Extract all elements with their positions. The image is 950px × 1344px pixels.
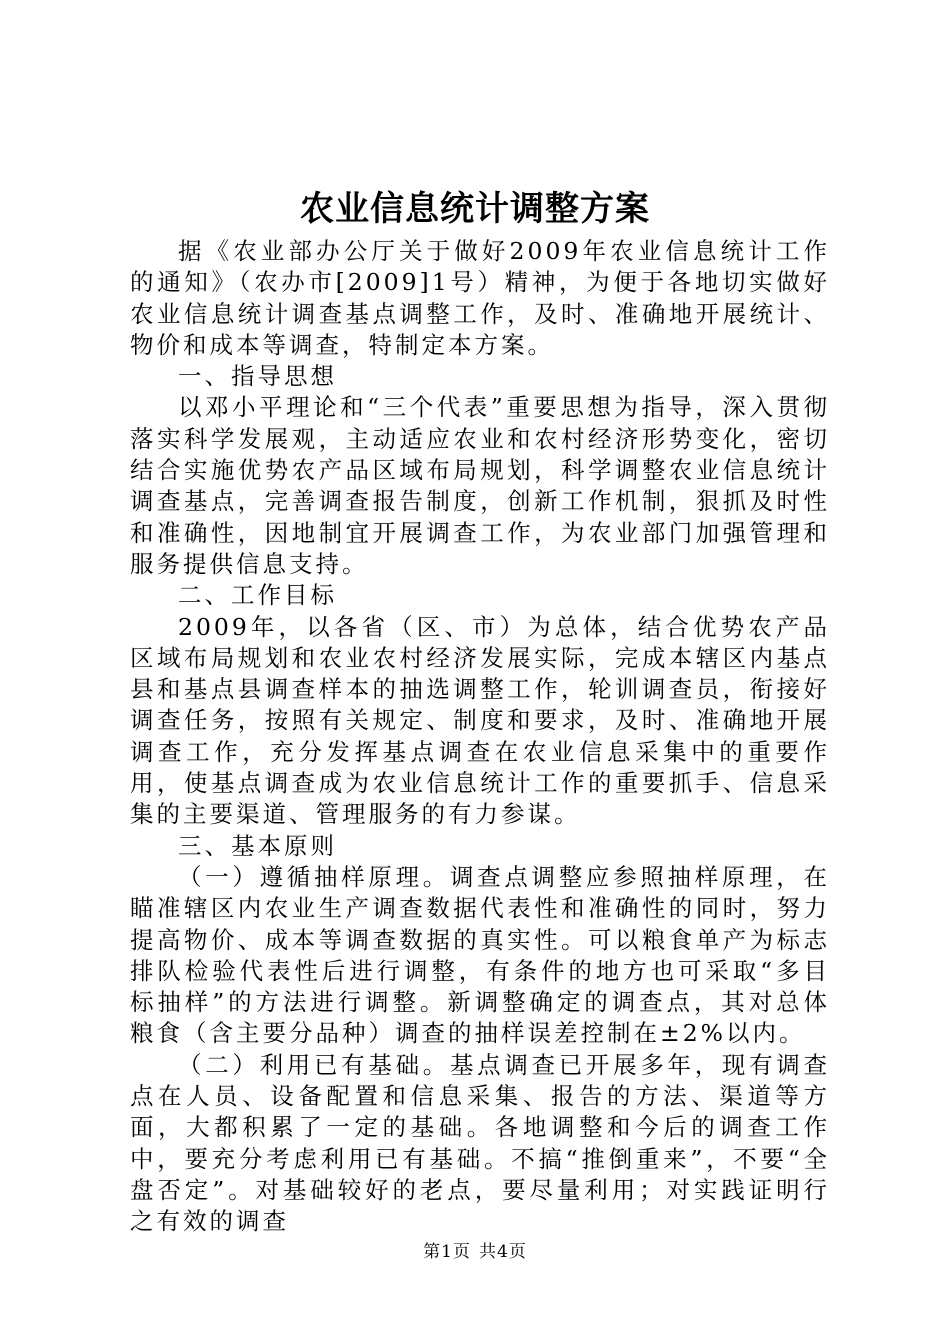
intro-paragraph: 据《农业部办公厅关于做好2009年农业信息统计工作的通知》（农办市[2009]1号）精神，为便于各地切实做好农业信息统计调查基点调整工作，及时、准确地开展统计、物价和成本等调查，特制定本方案。 — [130, 237, 830, 359]
section-heading-basic-principles: 三、基本原则 — [178, 831, 337, 860]
document-title: 农业信息统计调整方案 — [300, 189, 650, 229]
page-footer — [0, 1240, 950, 1264]
guiding-ideology-paragraph: 以邓小平理论和“三个代表”重要思想为指导，深入贯彻落实科学发展观，主动适应农业和农村经济形势变化，密切结合实施优势农产品区域布局规划，科学调整农业信息统计调查基点，完善调查报告制度，创新工作机制，狠抓及时性和准确性，因地制宜开展调查工作，为农业部门加强管理和服务提供信息支持。 — [130, 393, 830, 578]
document-body — [130, 236, 830, 1238]
principle-1-paragraph: （一）遵循抽样原理。调查点调整应参照抽样原理，在瞄准辖区内农业生产调查数据代表性和准确性的同时，努力提高物价、成本等调查数据的真实性。可以粮食单产为标志排队检验代表性后进行调整，有条件的地方也可采取“多目标抽样”的方法进行调整。新调整确定的调查点，其对总体粮食（含主要分品种）调查的抽样误差控制在±2%以内。 — [130, 862, 830, 1048]
page-total: 共4页 — [479, 1242, 527, 1262]
principle-2-paragraph: （二）利用已有基础。基点调查已开展多年，现有调查点在人员、设备配置和信息采集、报告的方法、渠道等方面，大都积累了一定的基础。各地调整和今后的调查工作中，要充分考虑利用已有基础。不搞“推倒重来”，不要“全盘否定”。对基础较好的老点，要尽量利用；对实践证明行之有效的调查 — [130, 1050, 830, 1236]
section-heading-guiding-ideology: 一、指导思想 — [178, 362, 337, 391]
work-goals-paragraph: 2009年，以各省（区、市）为总体，结合优势农产品区域布局规划和农业农村经济发展实际，完成本辖区内基点县和基点县调查样本的抽选调整工作，轮训调查员，衔接好调查任务，按照有关规定、制度和要求，及时、准确地开展调查工作，充分发挥基点调查在农业信息采集中的重要作用，使基点调查成为农业信息统计工作的重要抓手、信息采集的主要渠道、管理服务的有力参谋。 — [130, 612, 830, 829]
page-number: 第1页 — [423, 1242, 471, 1262]
section-heading-work-goals: 二、工作目标 — [178, 581, 337, 610]
